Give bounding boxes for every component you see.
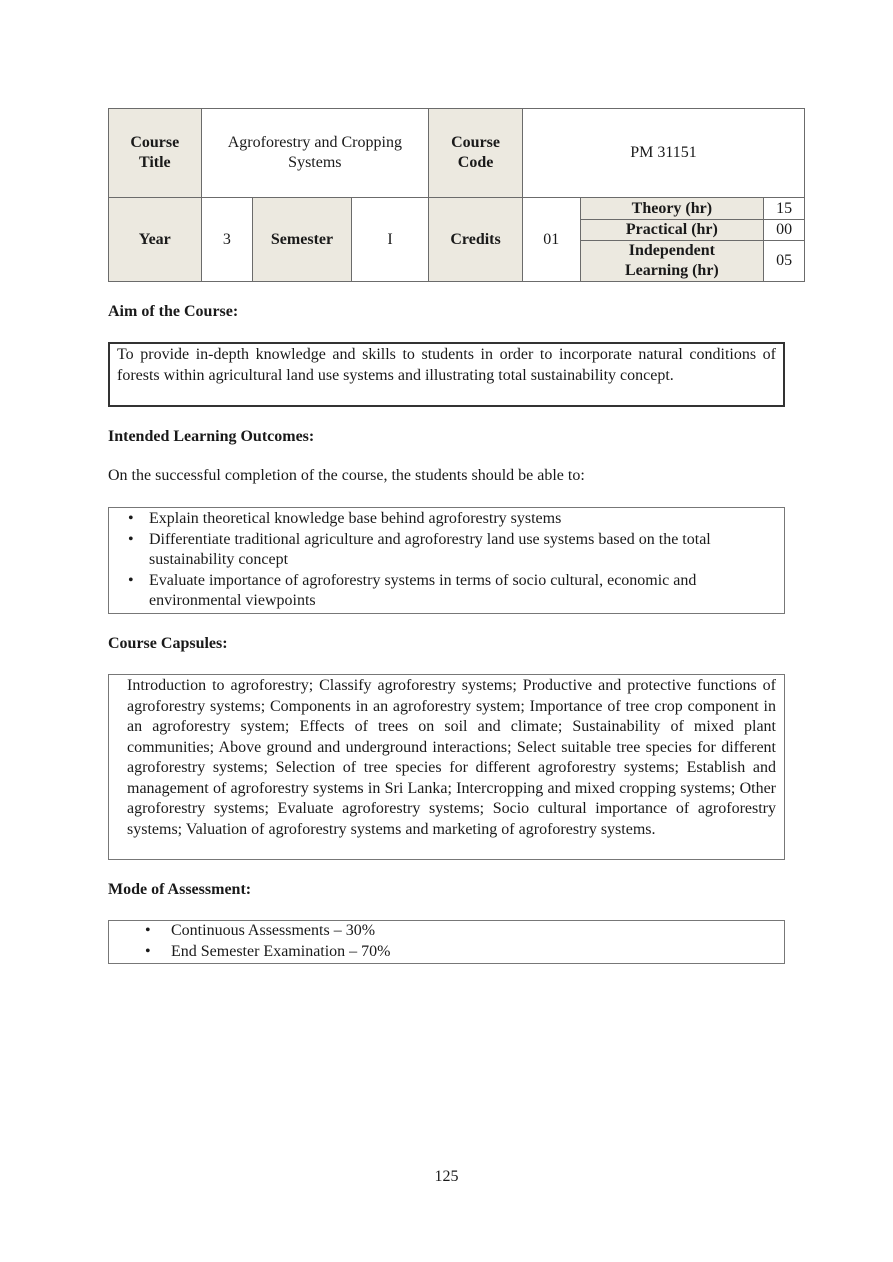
credits-label: Credits [429, 198, 523, 282]
independent-learning-hours-label: Independent Learning (hr) [580, 241, 764, 282]
bullet-icon: • [128, 571, 134, 589]
page-number: 125 [434, 1168, 459, 1185]
course-title-label: Course Title [109, 109, 202, 198]
aim-box [108, 342, 785, 407]
assessment-box [108, 920, 785, 964]
course-code-value: PM 31151 [523, 109, 805, 198]
assessment-item: • Continuous Assessments – 30% [171, 921, 776, 942]
semester-value: I [351, 198, 428, 282]
bullet-icon: • [128, 510, 134, 527]
practical-hours-label: Practical (hr) [580, 220, 764, 241]
outcomes-box [108, 507, 785, 614]
theory-hours-label: Theory (hr) [580, 198, 764, 220]
assessment-item: • End Semester Examination – 70% [171, 942, 776, 963]
bullet-icon: • [145, 942, 151, 960]
outcome-item: • Differentiate traditional agriculture and agroforestry land use systems based on the total sustainability concept [128, 530, 711, 568]
year-label: Year [109, 198, 202, 282]
assessment-heading: Mode of Assessment: [108, 881, 252, 898]
outcome-item: • Explain theoretical knowledge base behind agroforestry systems [149, 509, 776, 530]
year-value: 3 [201, 198, 253, 282]
course-title-value: Agroforestry and Cropping Systems [201, 109, 429, 198]
aim-text: To provide in-depth knowledge and skills to students in order to incorporate natural conditions of forests within agricultural land use systems and illustrating total sustainability concept. [117, 346, 776, 384]
capsules-box [108, 674, 785, 860]
capsules-text: Introduction to agroforestry; Classify agroforestry systems; Productive and protective functions of agroforestry systems; Components in an agroforestry system; Importance of tree crop component in an agroforestry system; Effects of trees on soil and climate; Sustainability of mixed plant communities; Above ground and underground interactions; Select suitable tree species for different agroforestry systems; Selection of tree species for different agroforestry systems; Establish and management of agroforestry systems in Sri Lanka; Intercropping and mixed cropping systems; Other agroforestry systems; Evaluate agroforestry systems; Socio cultural importance of agroforestry systems; Valuation of agroforestry systems and marketing of agroforestry systems. [127, 677, 776, 838]
theory-hours-value: 15 [764, 198, 805, 220]
credits-value: 01 [523, 198, 581, 282]
capsules-heading: Course Capsules: [108, 635, 228, 652]
practical-hours-value: 00 [764, 220, 805, 241]
outcome-item: • Evaluate importance of agroforestry systems in terms of socio cultural, economic and environmental viewpoints [128, 571, 697, 609]
outcomes-heading: Intended Learning Outcomes: [108, 428, 315, 445]
outcomes-intro: On the successful completion of the course, the students should be able to: [108, 467, 585, 484]
independent-learning-hours-value: 05 [764, 241, 805, 282]
bullet-icon: • [128, 530, 134, 548]
outcomes-list [109, 509, 784, 612]
course-info-table [108, 108, 805, 282]
bullet-icon: • [145, 922, 151, 939]
course-code-label: Course Code [429, 109, 523, 198]
aim-heading: Aim of the Course: [108, 303, 239, 320]
assessment-list [109, 921, 784, 962]
semester-label: Semester [253, 198, 352, 282]
